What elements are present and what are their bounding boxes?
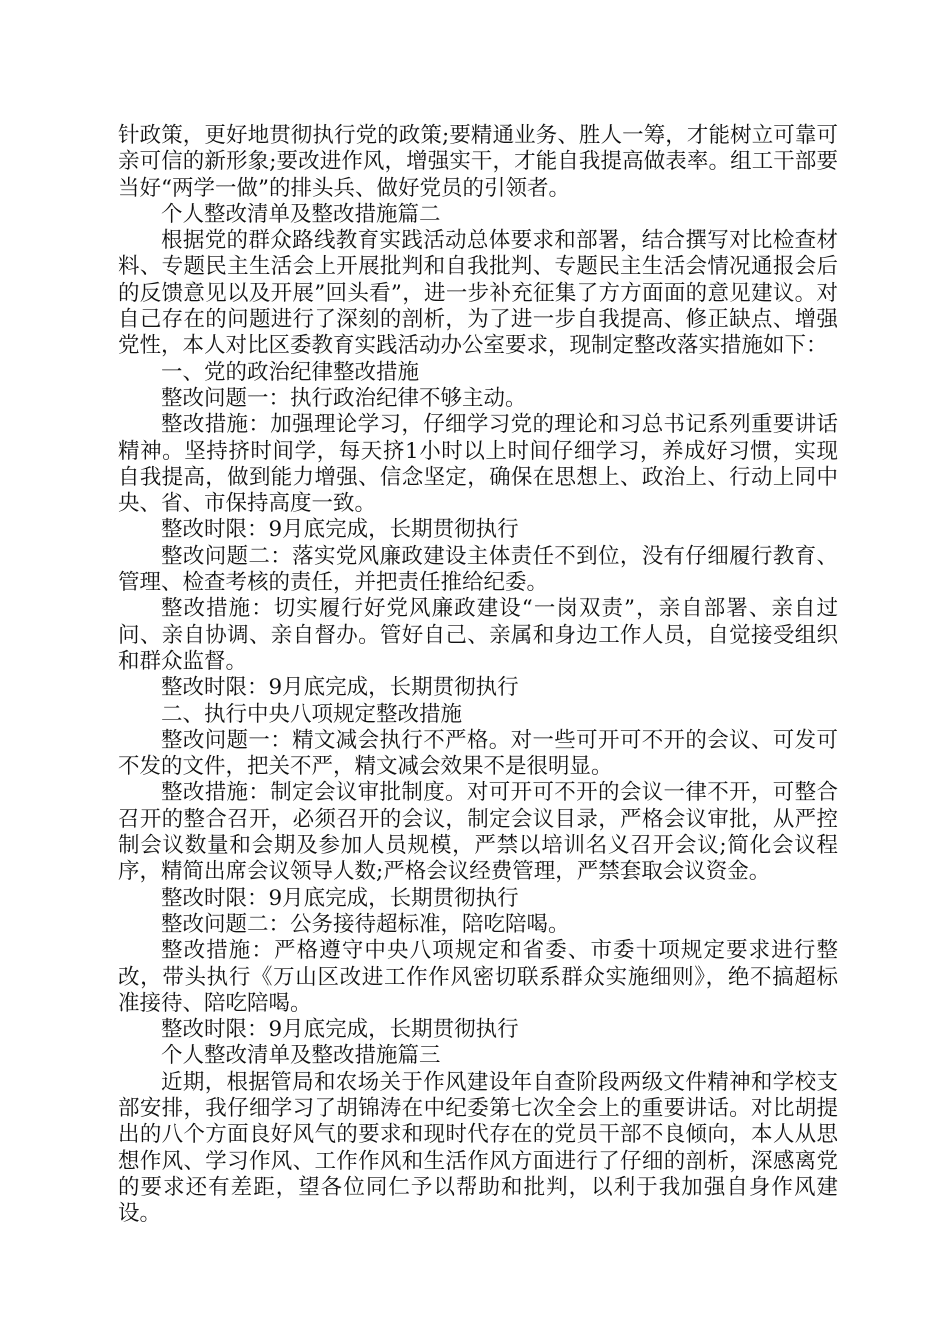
section-heading: 个人整改清单及整改措施篇二: [161, 201, 441, 227]
paragraph: 整改时限：9月底完成，长期贯彻执行: [161, 675, 519, 701]
paragraph: 整改措施：严格遵守中央八项规定和省委、市委十项规定要求进行整改，带头执行《万山区改进工作作风密切联系群众实施细则》，绝不搞超标准接待、陪吃陪喝。: [118, 938, 838, 1016]
paragraph: 整改措施：加强理论学习，仔细学习党的理论和习总书记系列重要讲话精神。坚持挤时间学，每天挤1小时以上时间仔细学习，养成好习惯，实现自我提高，做到能力增强、信念坚定，确保在思想上、政治上、行动上同中央、省、市保持高度一致。: [118, 412, 838, 517]
paragraph: 整改问题一：精文减会执行不严格。对一些可开可不开的会议、可发可不发的文件，把关不严，精文减会效果不是很明显。: [118, 727, 838, 780]
paragraph: 整改时限：9月底完成，长期贯彻执行: [161, 885, 519, 911]
document-body: [118, 123, 838, 1227]
paragraph: 根据党的群众路线教育实践活动总体要求和部署，结合撰写对比检查材料、专题民主生活会上开展批判和自我批判、专题民主生活会情况通报会后的反馈意见以及开展”回头看”，进一步补充征集了方方面面的意见建议。对自己存在的问题进行了深刻的剖析，为了进一步自我提高、修正缺点、增强党性，本人对比区委教育实践活动办公室要求，现制定整改落实措施如下：: [118, 228, 838, 359]
paragraph: 整改问题一：执行政治纪律不够主动。: [161, 385, 527, 411]
section-heading: 二、执行中央八项规定整改措施: [161, 701, 463, 727]
paragraph: 整改时限：9月底完成，长期贯彻执行: [161, 517, 519, 543]
paragraph: 整改时限：9月底完成，长期贯彻执行: [161, 1017, 519, 1043]
paragraph: 整改措施：制定会议审批制度。对可开可不开的会议一律不开，可整合召开的整合召开，必须召开的会议，制定会议目录，严格会议审批，从严控制会议数量和会期及参加人员规模，严禁以培训名义召开会议;简化会议程序，精简出席会议领导人数;严格会议经费管理，严禁套取会议资金。: [118, 780, 838, 885]
paragraph: 整改问题二：落实党风廉政建设主体责任不到位，没有仔细履行教育、管理、检查考核的责任，并把责任推给纪委。: [118, 543, 838, 596]
section-heading: 一、党的政治纪律整改措施: [161, 359, 420, 385]
paragraph: 针政策，更好地贯彻执行党的政策;要精通业务、胜人一筹，才能树立可靠可亲可信的新形象;要改进作风，增强实干，才能自我提高做表率。组工干部要当好“两学一做”的排头兵、做好党员的引领者。: [118, 123, 838, 201]
paragraph: 近期，根据管局和农场关于作风建设年自查阶段两级文件精神和学校支部安排，我仔细学习了胡锦涛在中纪委第七次全会上的重要讲话。对比胡提出的八个方面良好风气的要求和现时代存在的党员干部不良倾向，本人从思想作风、学习作风、工作作风和生活作风方面进行了仔细的剖析，深感离党的要求还有差距，望各位同仁予以帮助和批判，以利于我加强自身作风建设。: [118, 1069, 838, 1227]
paragraph: 整改问题二：公务接待超标准，陪吃陪喝。: [161, 911, 570, 937]
section-heading: 个人整改清单及整改措施篇三: [161, 1043, 441, 1069]
paragraph: 整改措施：切实履行好党风廉政建设“一岗双责”，亲自部署、亲自过问、亲自协调、亲自督办。管好自己、亲属和身边工作人员，自觉接受组织和群众监督。: [118, 596, 838, 674]
